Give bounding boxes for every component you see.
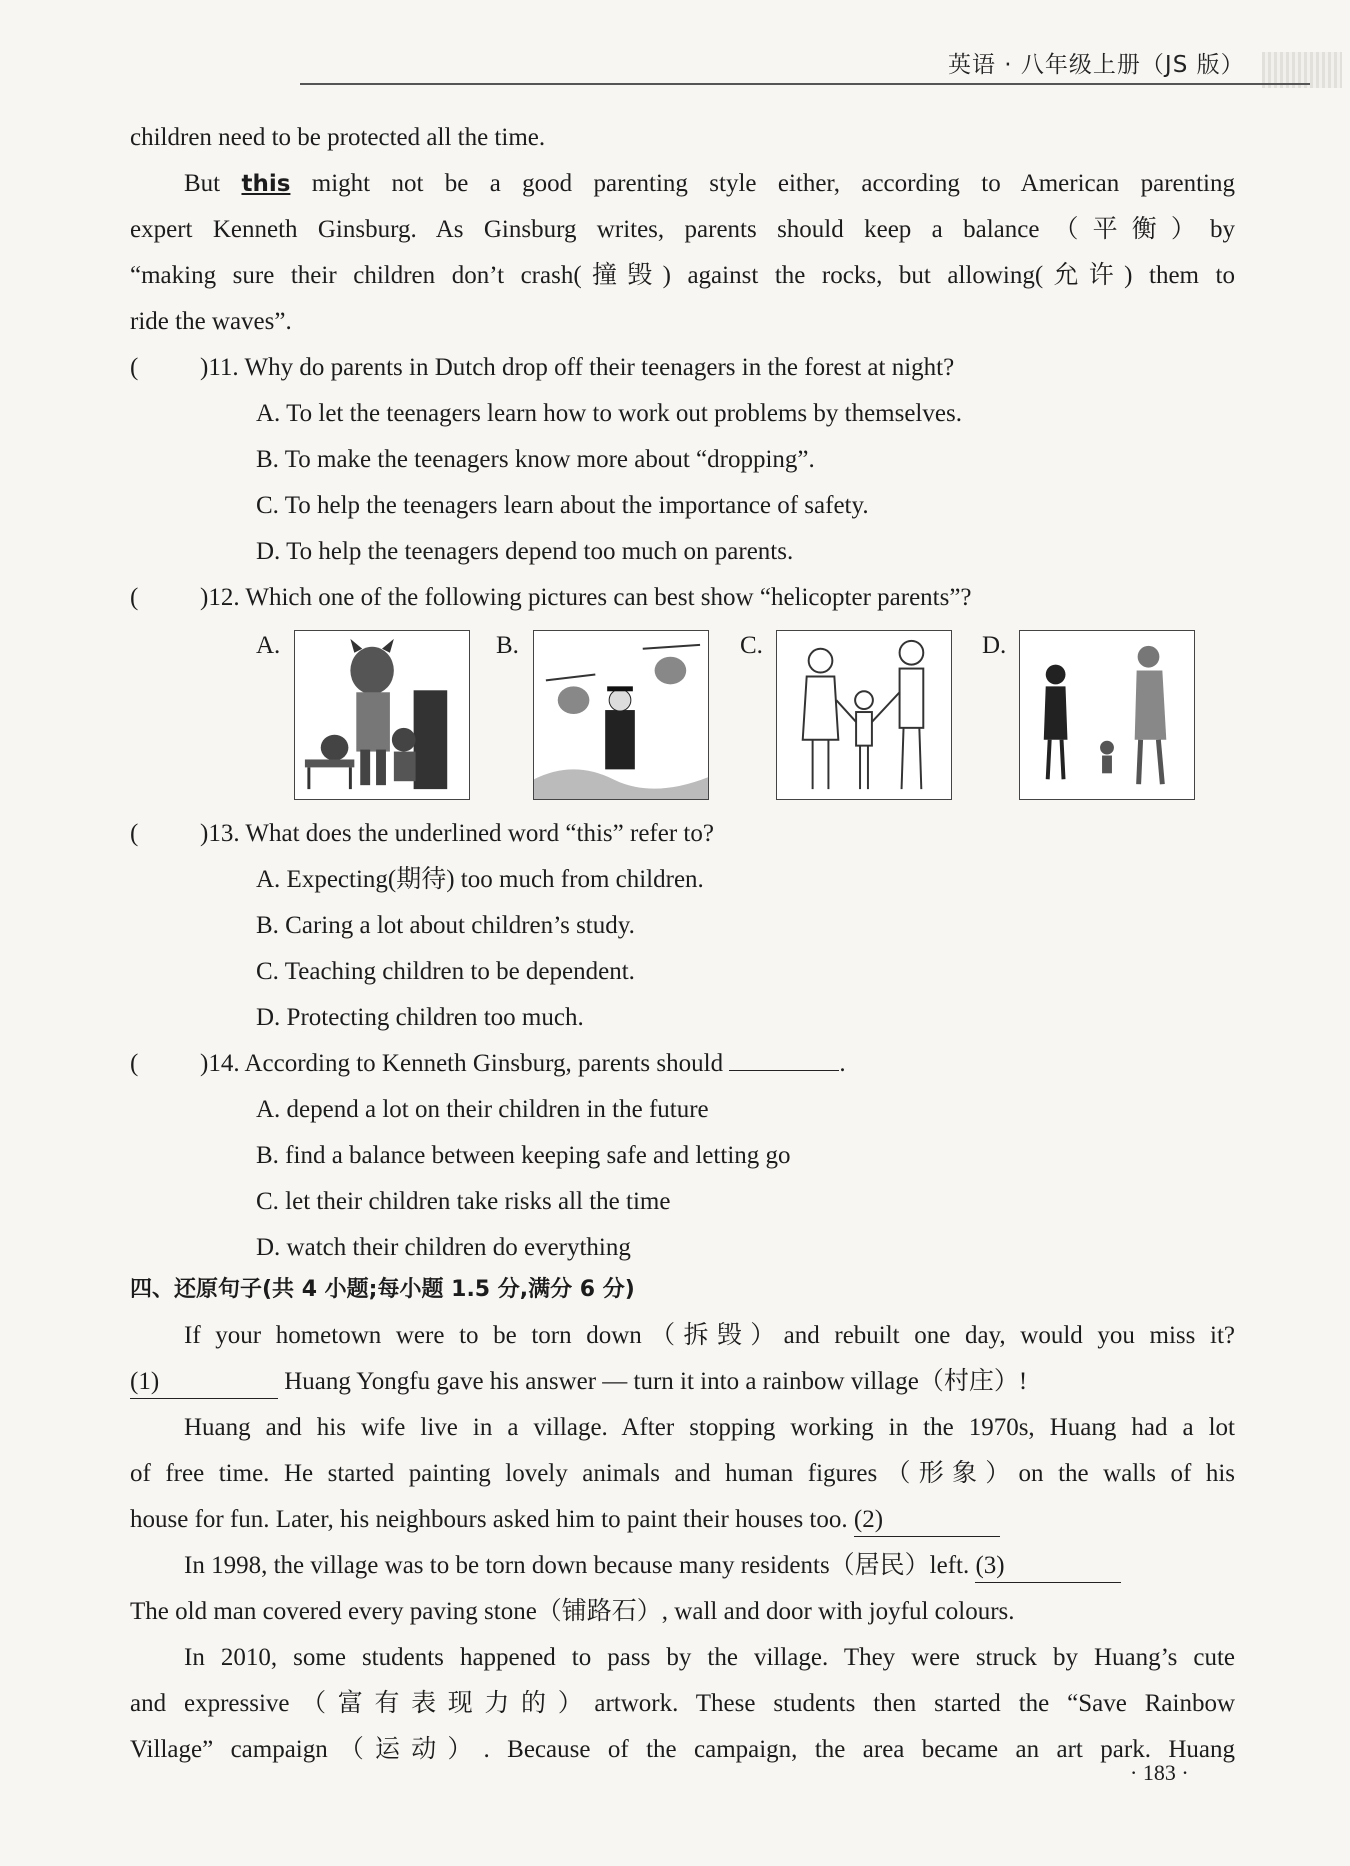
underlined-word: this [241,171,291,197]
option: A. Expecting(期待) too much from children. [256,866,704,893]
question-13-stem [200,818,714,850]
answer-paren: ( [130,1050,139,1077]
page-number: · 183 · [1130,1760,1189,1785]
option: B. find a balance between keeping safe and letting go [256,1142,791,1169]
option: B. Caring a lot about children’s study. [256,912,635,939]
question-text: Which one of the following pictures can best show “helicopter parents”? [245,584,972,611]
passage-line: Huang and his wife live in a village. After stopping working in the 1970s, Huang had a lot [184,1414,1235,1441]
blank-2[interactable]: (2) [854,1504,1000,1537]
passage-line: expert Kenneth Ginsburg. As Ginsburg writes, parents should keep a balance（平衡）by [130,216,1235,243]
answer-paren: ( [130,354,139,381]
text-span: house for fun. Later, his neighbours asked him to paint their houses too. [130,1506,854,1533]
picture-label-c: C. [740,632,763,659]
tiger-parent-illustration [295,631,469,799]
picture-label-a: A. [256,632,281,659]
text-span: But [184,170,242,197]
picture-b-helicopter-parents [533,630,709,800]
picture-c-family-holding-hands [776,630,952,800]
passage-line: of free time. He started painting lovely animals and human figures（形象）on the walls of his [130,1460,1235,1487]
question-number: )14. [200,1050,240,1077]
passage-line [184,168,1235,200]
page-header-title: 英语 · 八年级上册（JS 版） [948,52,1245,78]
text-span: In 1998, the village was to be torn down because many residents（居民）left. [184,1552,976,1579]
question-text: According to Kenneth Ginsburg, parents should [244,1050,724,1077]
passage-line: In 2010, some students happened to pass by the village. They were struck by Huang’s cute [184,1644,1235,1671]
option: D. watch their children do everything [256,1234,631,1261]
text-span: Huang Yongfu gave his answer — turn it into a rainbow village（村庄）! [278,1368,1028,1395]
passage-line: Village” campaign（运动）. Because of the campaign, the area became an art park. Huang [130,1736,1235,1763]
picture-label-b: B. [496,632,519,659]
section-heading: 四、还原句子(共 4 小题;每小题 1.5 分,满分 6 分) [130,1277,635,1302]
option: D. To help the teenagers depend too much on parents. [256,538,794,565]
passage-line: children need to be protected all the time. [130,124,546,151]
picture-a-tiger-parent [294,630,470,800]
parents-arguing-illustration [1020,631,1194,799]
blank-3[interactable]: (3) [975,1550,1121,1583]
family-illustration [777,631,951,799]
blank-1[interactable]: (1) [130,1366,278,1399]
helicopter-parents-illustration [534,631,708,799]
option: D. Protecting children too much. [256,1004,584,1031]
passage-line: and expressive（富有表现力的）artwork. These students then started the “Save Rainbow [130,1690,1235,1717]
option: C. To help the teenagers learn about the importance of safety. [256,492,869,519]
passage-line: The old man covered every paving stone（铺路石）, wall and door with joyful colours. [130,1598,1015,1625]
fill-blank[interactable] [729,1070,839,1071]
question-12-stem [200,582,972,614]
question-number: )12. [200,584,240,611]
answer-paren: ( [130,584,139,611]
option: B. To make the teenagers know more about “dropping”. [256,446,815,473]
option: C. Teaching children to be dependent. [256,958,635,985]
header-rule [300,83,1310,85]
passage-line: ride the waves”. [130,308,292,335]
option: A. To let the teenagers learn how to work out problems by themselves. [256,400,962,427]
passage-line [184,1550,1235,1583]
picture-d-parents-arguing [1019,630,1195,800]
question-number: )13. [200,820,240,847]
question-number: )11. [200,354,239,381]
question-14-stem [200,1048,846,1080]
passage-line: “making sure their children don’t crash(撞毁) against the rocks, but allowing(允许) them to [130,262,1235,289]
option: A. depend a lot on their children in the future [256,1096,709,1123]
passage-line [130,1366,1235,1399]
text-span: might not be a good parenting style either, according to American parenting [290,170,1236,197]
text-span: . [839,1050,846,1077]
question-11-stem [200,352,954,384]
passage-line: If your hometown were to be torn down（拆毁）and rebuilt one day, would you miss it? [184,1322,1235,1349]
option: C. let their children take risks all the time [256,1188,671,1215]
question-text: Why do parents in Dutch drop off their teenagers in the forest at night? [244,354,955,381]
picture-label-d: D. [982,632,1007,659]
passage-line [130,1504,1235,1537]
answer-paren: ( [130,820,139,847]
question-text: What does the underlined word “this” refer to? [245,820,714,847]
